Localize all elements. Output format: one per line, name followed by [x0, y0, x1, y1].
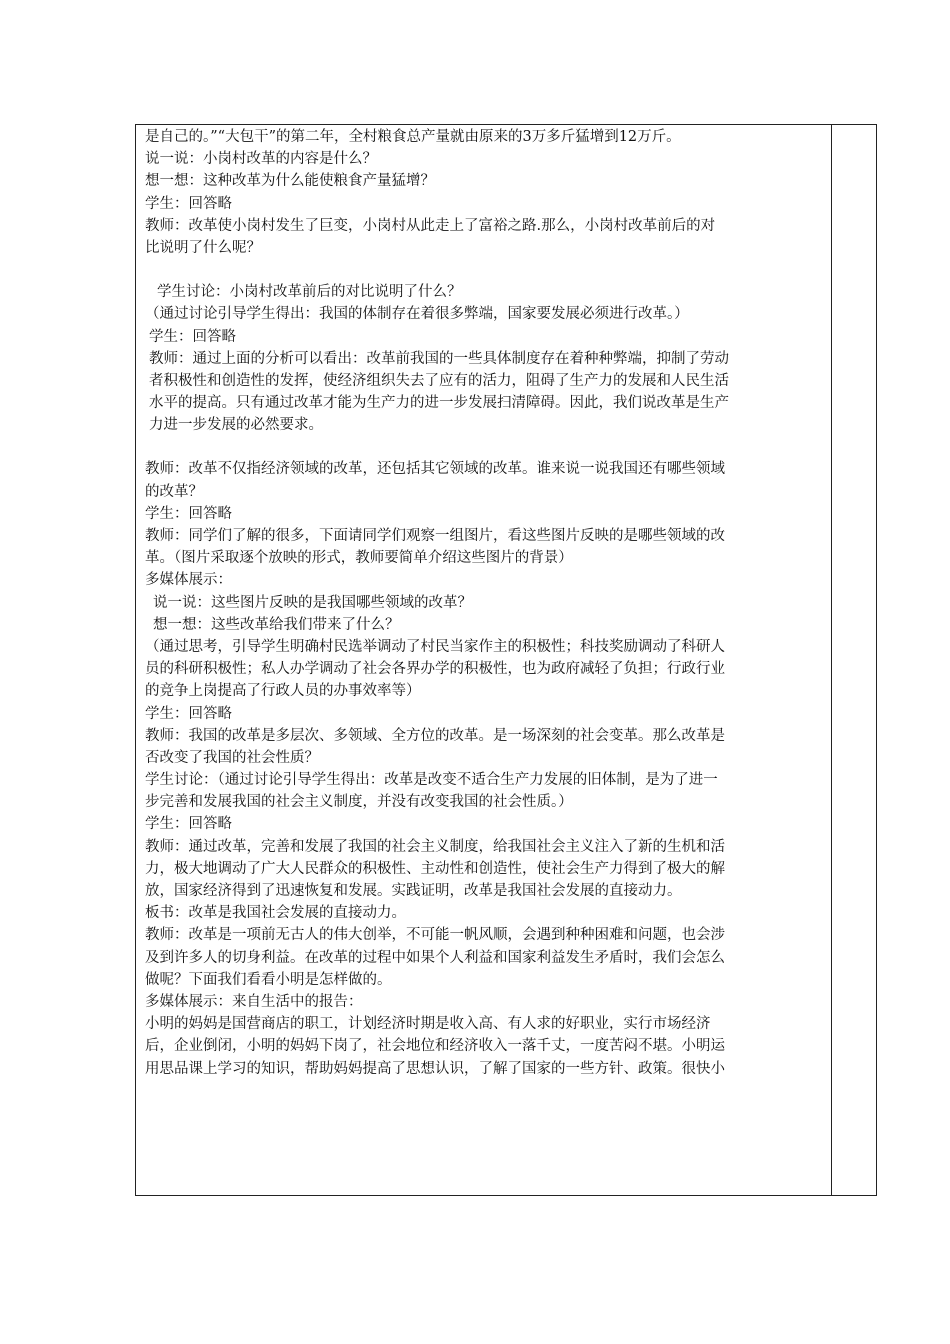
text-line: 小明的妈妈是国营商店的职工，计划经济时期是收入高、有人求的好职业，实行市场经济: [145, 1016, 711, 1033]
text-line: 板书：改革是我国社会发展的直接动力。: [145, 905, 406, 922]
text-line: 教师：通过上面的分析可以看出：改革前我国的一些具体制度存在着种种弊端，抑制了劳动: [149, 350, 729, 367]
text-line: 做呢？下面我们看看小明是怎样做的。: [145, 971, 392, 988]
text-line: 多媒体展示：来自生活中的报告：: [145, 993, 363, 1010]
text-line: 力，极大地调动了广大人民群众的积极性、主动性和创造性，使社会生产力得到了极大的解: [145, 860, 725, 877]
text-line: 革。（图片采取逐个放映的形式，教师要简单介绍这些图片的背景）: [145, 550, 573, 567]
text-line: 步完善和发展我国的社会主义制度，并没有改变我国的社会性质。）: [145, 794, 573, 811]
text-line: 教师：同学们了解的很多，下面请同学们观察一组图片，看这些图片反映的是哪些领域的改: [145, 528, 725, 544]
text-line: 学生讨论：小岗村改革前后的对比说明了什么？: [157, 284, 462, 301]
text-line: 否改变了我国的社会性质？: [145, 749, 319, 766]
text-line: 的竞争上岗提高了行政人员的办事效率等）: [145, 683, 421, 700]
text-line: 学生：回答略: [145, 505, 232, 522]
text-line: 想一想：这些改革给我们带来了什么？: [153, 616, 400, 633]
notes-column-divider: [831, 124, 832, 1196]
text-line: 教师：改革使小岗村发生了巨变，小岗村从此走上了富裕之路.那么，小岗村改革前后的对: [145, 217, 716, 234]
text-line: 用思品课上学习的知识，帮助妈妈提高了思想认识，了解了国家的一些方针、政策。很快小: [145, 1060, 725, 1077]
text-line: 说一说：这些图片反映的是我国哪些领域的改革？: [153, 594, 472, 611]
text-line: 学生讨论：（通过讨论引导学生得出：改革是改变不适合生产力发展的旧体制，是为了进一: [145, 772, 718, 789]
text-line: 多媒体展示：: [145, 572, 232, 589]
text-line: 比说明了什么呢？: [145, 239, 261, 256]
text-line: 教师：我国的改革是多层次、多领域、全方位的改革。是一场深刻的社会变革。那么改革是: [145, 727, 725, 744]
text-line: 想一想：这种改革为什么能使粮食产量猛增？: [145, 173, 435, 190]
text-line: 学生：回答略: [145, 816, 232, 833]
text-line: 员的科研积极性；私人办学调动了社会各界办学的积极性，也为政府减轻了负担；行政行业: [145, 661, 725, 678]
text-line: （通过讨论引导学生得出：我国的体制存在着很多弊端，国家要发展必须进行改革。）: [145, 306, 689, 323]
spacer: [145, 259, 827, 281]
text-line: （通过思考，引导学生明确村民选举调动了村民当家作主的积极性；科技奖励调动了科研人: [145, 638, 725, 655]
text-line: 教师：改革不仅指经济领域的改革，还包括其它领域的改革。谁来说一说我国还有哪些领域: [145, 461, 725, 478]
spacer: [145, 436, 827, 458]
text-line: 教师：改革是一项前无古人的伟大创举，不可能一帆风顺，会遇到种种困难和问题，也会涉: [145, 927, 725, 944]
text-line: 及到许多人的切身利益。在改革的过程中如果个人利益和国家利益发生矛盾时，我们会怎么: [145, 949, 725, 966]
text-line: 者积极性和创造性的发挥，使经济组织失去了应有的活力，阻碍了生产力的发展和人民生活: [149, 372, 729, 389]
text-line: 放，国家经济得到了迅速恢复和发展。实践证明，改革是我国社会发展的直接动力。: [145, 883, 682, 899]
text-line: 学生：回答略: [149, 328, 236, 345]
text-line: 是自己的。”“大包干”的第二年，全村粮食总产量就由原来的3万多斤猛增到12万斤。: [145, 129, 681, 145]
text-line: 力进一步发展的必然要求。: [149, 417, 323, 434]
text-line: 水平的提高。只有通过改革才能为生产力的进一步发展扫清障碍。因此，我们说改革是生产: [149, 395, 729, 412]
text-line: 学生：回答略: [145, 705, 232, 722]
lesson-content: [145, 126, 827, 1080]
text-line: 教师：通过改革，完善和发展了我国的社会主义制度，给我国社会主义注入了新的生机和活: [145, 838, 725, 855]
text-line: 后，企业倒闭，小明的妈妈下岗了，社会地位和经济收入一落千丈，一度苦闷不堪。小明运: [145, 1038, 725, 1055]
text-line: 学生：回答略: [145, 195, 232, 212]
text-line: 的改革？: [145, 483, 203, 500]
text-line: 说一说：小岗村改革的内容是什么？: [145, 151, 377, 168]
